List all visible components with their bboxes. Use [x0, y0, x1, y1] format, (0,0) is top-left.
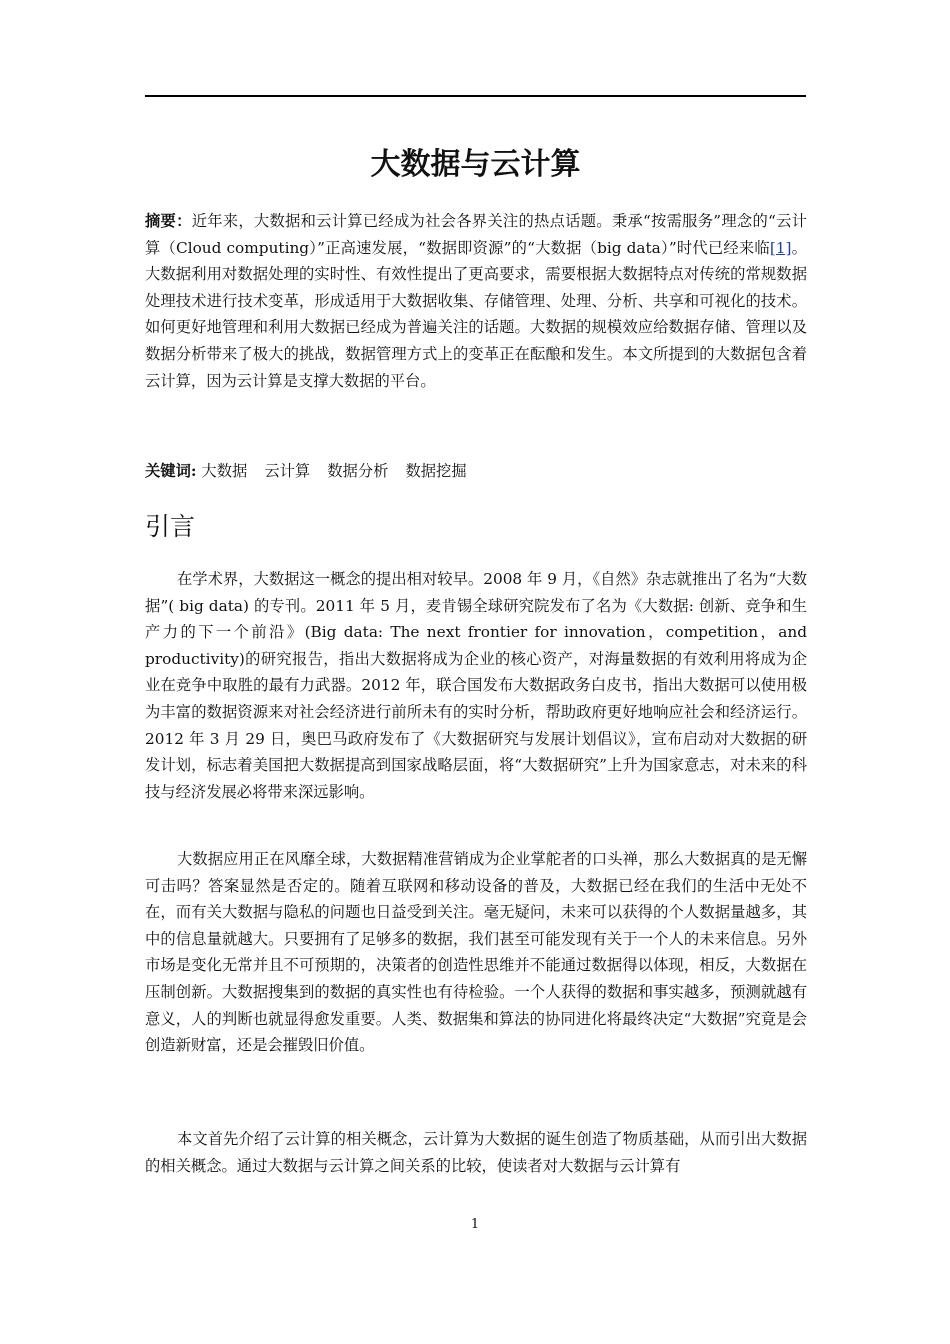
keyword: 数据挖掘 [405, 462, 467, 480]
paragraph: 在学术界，大数据这一概念的提出相对较早。2008 年 9 月，《自然》杂志就推出了名为“大数据”( big data) 的专刊。2011 年 5 月，麦肯锡全球研究院发布了名为《大数据: 创新、竞争和生产力的下一个前沿》(Big data: The next frontier for innovation，competition，and productivity)的研究报告，指出大数据将成为企业的核心资产，对海量数据的有效利用将成为企业在竞争中取胜的最有力武器。2012 年，联合国发布大数据政务白皮书，指出大数据可以使用极为丰富的数据资源来对社会经济进行前所未有的实时分析，帮助政府更好地响应社会和经济运行。2012 年 3 月 29 日，奥巴马政府发布了《大数据研究与发展计划倡议》，宣布启动对大数据的研发计划，标志着美国把大数据提高到国家战略层面，将“大数据研究”上升为国家意志，对未来的科技与经济发展必将带来深远影响。 [145, 570, 807, 801]
abstract-label: 摘要： [145, 212, 192, 230]
keyword: 云计算 [264, 462, 311, 480]
keywords-label: 关键词: [145, 462, 197, 480]
abstract-text-start: 近年来，大数据和云计算已经成为社会各界关注的热点话题。秉承“按需服务”理念的“云计算（Cloud computing）”正高速发展，“数据即资源”的“大数据（big data）”时代已经来临 [145, 212, 807, 257]
section-heading: 引言 [145, 512, 196, 541]
abstract [145, 208, 807, 394]
header-rule [145, 95, 806, 97]
paragraph: 大数据应用正在风靡全球，大数据精准营销成为企业掌舵者的口头禅，那么大数据真的是无懈可击吗？答案显然是否定的。随着互联网和移动设备的普及，大数据已经在我们的生活中无处不在，而有关大数据与隐私的问题也日益受到关注。毫无疑问，未来可以获得的个人数据量越多，其中的信息量就越大。只要拥有了足够多的数据，我们甚至可能发现有关于一个人的未来信息。另外市场是变化无常并且不可预期的，决策者的创造性思维并不能通过数据得以体现，相反，大数据在压制创新。大数据搜集到的数据的真实性也有待检验。一个人获得的数据和事实越多，预测就越有意义，人的判断也就显得愈发重要。人类、数据集和算法的协同进化将最终决定“大数据”究竟是会创造新财富，还是会摧毁旧价值。 [145, 850, 807, 1055]
document-title: 大数据与云计算 [370, 147, 581, 182]
paragraph: 本文首先介绍了云计算的相关概念，云计算为大数据的诞生创造了物质基础，从而引出大数据的相关概念。通过大数据与云计算之间关系的比较，使读者对大数据与云计算有 [145, 1130, 807, 1175]
keywords [145, 458, 807, 485]
keyword: 数据分析 [327, 462, 389, 480]
abstract-text-end: 。大数据利用对数据处理的实时性、有效性提出了更高要求，需要根据大数据特点对传统的常规数据处理技术进行技术变革，形成适用于大数据收集、存储管理、处理、分析、共享和可视化的技术。如何更好地管理和利用大数据已经成为普遍关注的话题。大数据的规模效应给数据存储、管理以及数据分析带来了极大的挑战，数据管理方式上的变革正在酝酿和发生。本文所提到的大数据包含着云计算，因为云计算是支撑大数据的平台。 [145, 238, 807, 390]
page-number: 1 [470, 1217, 480, 1232]
citation-link[interactable]: [1] [769, 238, 792, 257]
keyword: 大数据 [201, 462, 248, 480]
